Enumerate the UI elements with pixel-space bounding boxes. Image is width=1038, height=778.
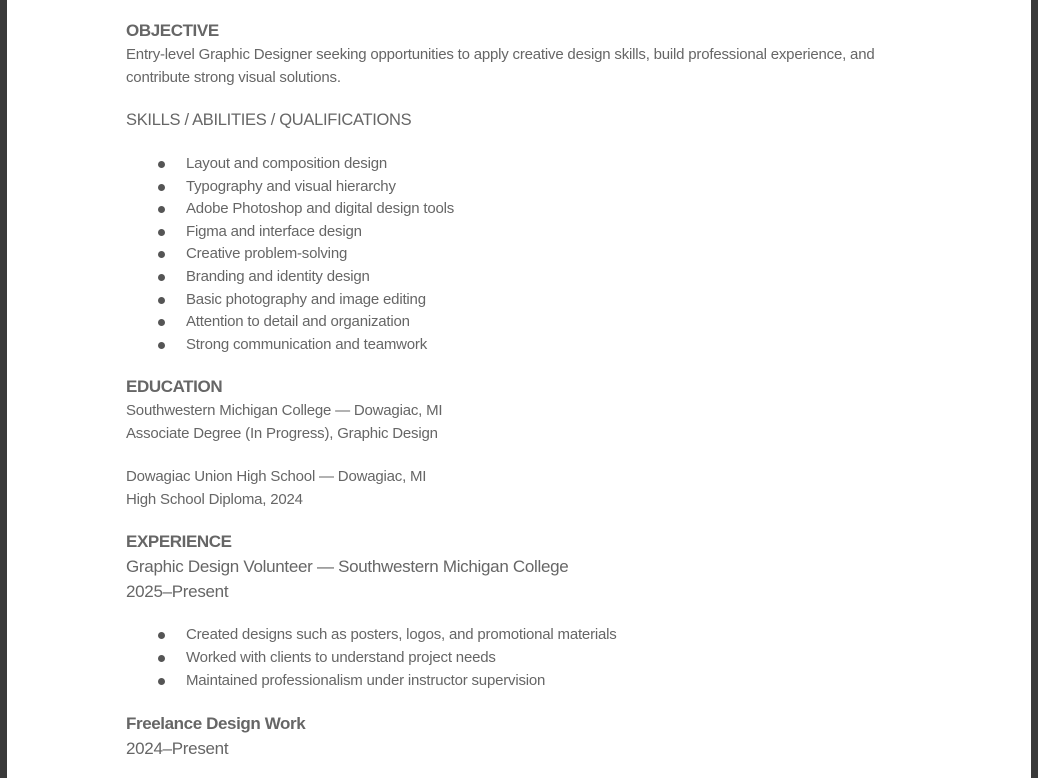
job-dates: 2024–Present	[126, 739, 229, 759]
list-item: Figma and interface design	[126, 221, 906, 244]
school-name: Southwestern Michigan College — Dowagiac, MI	[126, 402, 443, 420]
bullet-icon	[158, 274, 165, 281]
list-item: Created designs such as posters, logos, and promotional materials	[126, 624, 906, 647]
list-item: Attention to detail and organization	[126, 311, 906, 334]
list-item: Typography and visual hierarchy	[126, 176, 906, 199]
education-heading: EDUCATION	[126, 377, 223, 397]
resume-page	[7, 0, 1031, 778]
school-degree: Associate Degree (In Progress), Graphic Design	[126, 425, 438, 443]
job-bullets	[126, 624, 906, 692]
job-dates: 2025–Present	[126, 582, 229, 602]
list-item: Creative problem-solving	[126, 243, 906, 266]
resume-content	[126, 20, 906, 761]
job-title: Freelance Design Work	[126, 714, 306, 734]
list-item: Branding and identity design	[126, 266, 906, 289]
bullet-icon	[158, 206, 165, 213]
job-title: Graphic Design Volunteer — Southwestern Michigan College	[126, 557, 569, 577]
skills-list	[126, 153, 906, 356]
bullet-icon	[158, 251, 165, 258]
objective-heading: OBJECTIVE	[126, 21, 219, 40]
list-item: Basic photography and image editing	[126, 289, 906, 312]
bullet-icon	[158, 632, 165, 639]
list-item: Worked with clients to understand project needs	[126, 647, 906, 670]
skills-heading: SKILLS / ABILITIES / QUALIFICATIONS	[126, 111, 412, 129]
bullet-icon	[158, 319, 165, 326]
list-item: Maintained professionalism under instructor supervision	[126, 670, 906, 693]
experience-heading: EXPERIENCE	[126, 532, 232, 552]
list-item: Adobe Photoshop and digital design tools	[126, 198, 906, 221]
bullet-icon	[158, 655, 165, 662]
bullet-icon	[158, 229, 165, 236]
school-degree: High School Diploma, 2024	[126, 491, 303, 509]
list-item: Strong communication and teamwork	[126, 334, 906, 357]
bullet-icon	[158, 184, 165, 191]
bullet-icon	[158, 678, 165, 685]
bullet-icon	[158, 161, 165, 168]
objective-text: Entry-level Graphic Designer seeking opportunities to apply creative design skills, build professional experience, and contribute strong visual solutions.	[126, 46, 875, 86]
bullet-icon	[158, 297, 165, 304]
school-name: Dowagiac Union High School — Dowagiac, MI	[126, 468, 427, 486]
list-item: Layout and composition design	[126, 153, 906, 176]
bullet-icon	[158, 342, 165, 349]
